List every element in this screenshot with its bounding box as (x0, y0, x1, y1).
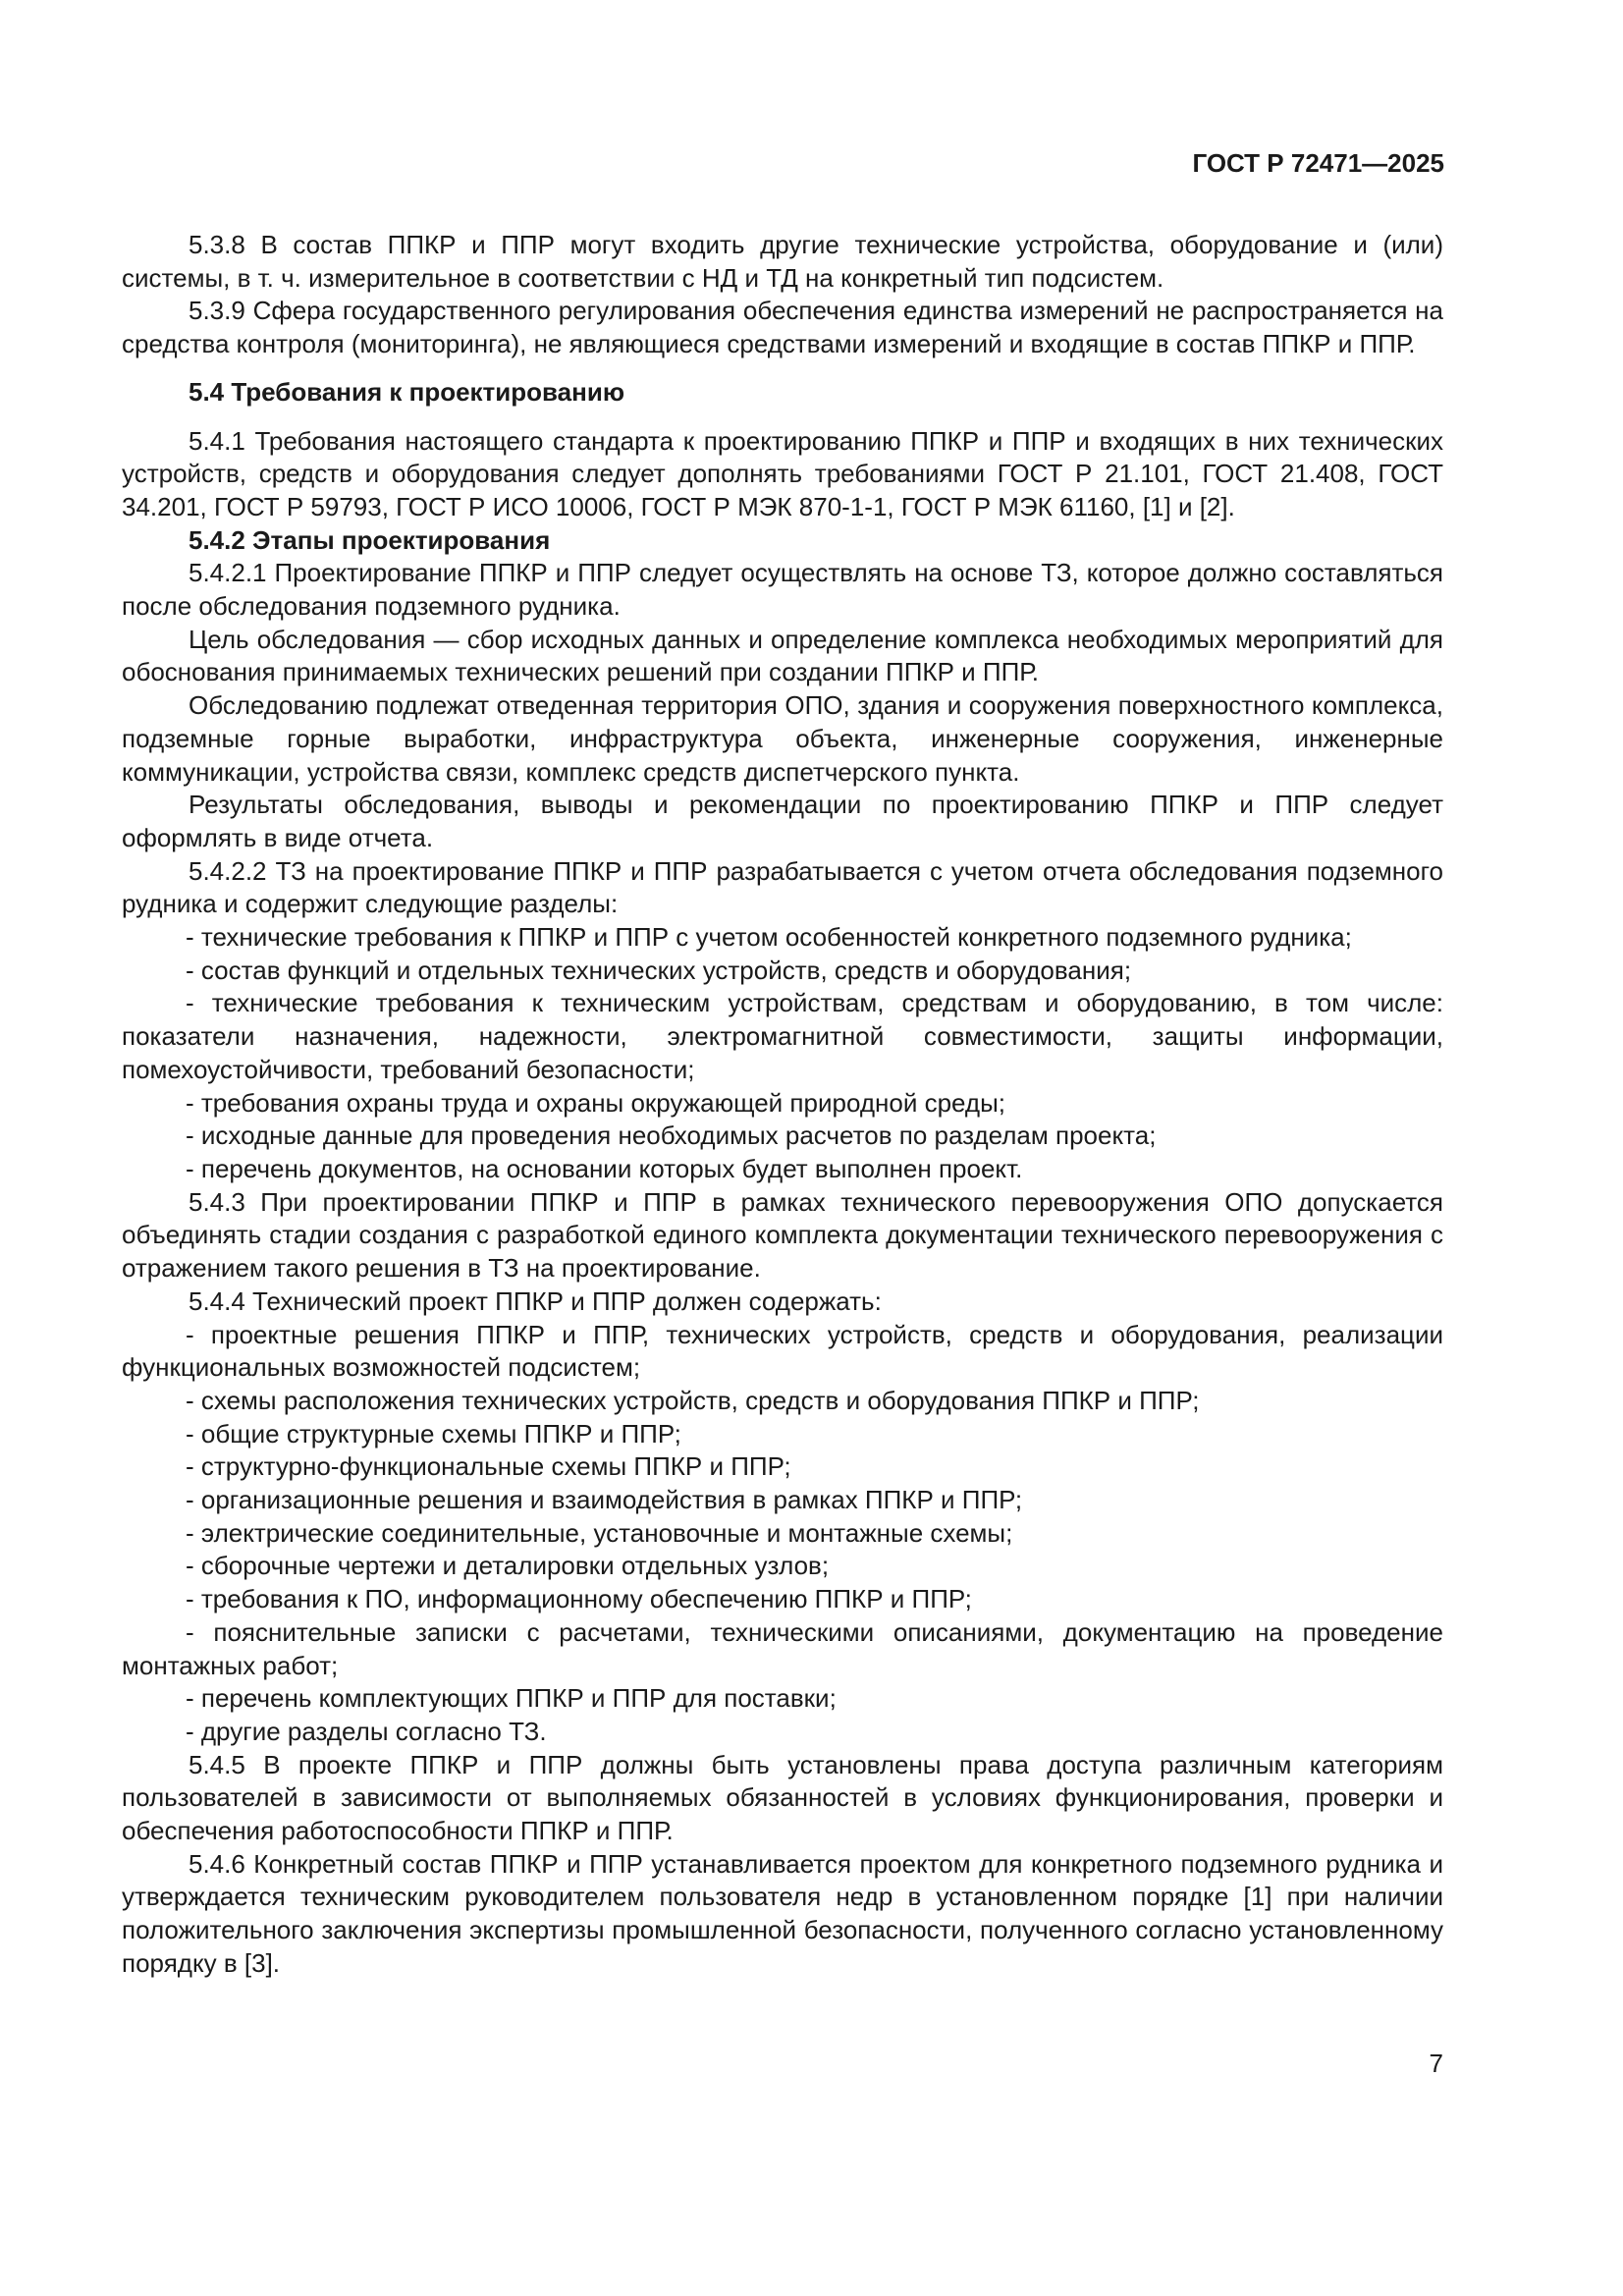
list-item: - требования охраны труда и охраны окружающей природной среды; (186, 1087, 1005, 1118)
list-item: - проектные решения ППКР и ППР, технических устройств, средств и оборудования, реализации функциональных возможностей подсистем; (122, 1319, 1443, 1383)
paragraph-survey-results: Результаты обследования, выводы и рекомендации по проектированию ППКР и ППР следует оформлять в виде отчета. (122, 790, 1443, 852)
list-item: - технические требования к ППКР и ППР с учетом особенностей конкретного подземного рудника; (186, 922, 1352, 953)
list-item: - требования к ПО, информационному обеспечению ППКР и ППР; (186, 1584, 972, 1614)
paragraph-5-4-4: 5.4.4 Технический проект ППКР и ППР должен содержать: (189, 1285, 882, 1316)
paragraph-survey-goal: Цель обследования — сбор исходных данных и определение комплекса необходимых мероприятий для обоснования принимаемых технических решений при создании ППКР и ППР. (122, 624, 1443, 687)
list-item: - организационные решения и взаимодействия в рамках ППКР и ППР; (186, 1485, 1023, 1515)
list-item: - структурно-функциональные схемы ППКР и ППР; (186, 1451, 791, 1482)
list-item: - общие структурные схемы ППКР и ППР; (186, 1418, 681, 1449)
paragraph-survey-objects: Обследованию подлежат отведенная территория ОПО, здания и сооружения поверхностного комплекса, подземные горные выработки, инфраструктура объекта, инженерные сооружения, инженерные коммуникации, устройства связи, комплекс средств диспетчерского пункта. (122, 690, 1443, 787)
list-item: - пояснительные записки с расчетами, техническими описаниями, документацию на проведение монтажных работ; (122, 1616, 1443, 1680)
paragraph-5-4-1: 5.4.1 Требования настоящего стандарта к проектированию ППКР и ППР и входящих в них технических устройств, средств и оборудования следует дополнять требованиями ГОСТ Р 21.101, ГОСТ 21.408, ГОСТ 34.201, ГОСТ Р 59793, ГОСТ Р ИСО 10006, ГОСТ Р МЭК 870-1-1, ГОСТ Р МЭК 61160, [1] и [2]. (122, 425, 1443, 521)
list-item: - перечень документов, на основании которых будет выполнен проект. (186, 1153, 1023, 1183)
paragraph-5-4-2-1: 5.4.2.1 Проектирование ППКР и ППР следует осуществлять на основе ТЗ, которое должно составляться после обследования подземного рудника. (122, 558, 1443, 622)
section-heading-5-4: 5.4 Требования к проектированию (189, 376, 625, 407)
document-body (122, 229, 1443, 1981)
paragraph-5-3-9: 5.3.9 Сфера государственного регулирования обеспечения единства измерений не распространяется на средства контроля (мониторинга), не являющиеся средствами измерений и входящие в состав ППКР и ППР. (122, 296, 1443, 359)
list-item: - другие разделы согласно ТЗ. (186, 1716, 547, 1746)
paragraph-5-4-3: 5.4.3 При проектировании ППКР и ППР в рамках технического перевооружения ОПО допускается объединять стадии создания с разработкой единого комплекта документации технического перевооружения с отражением такого решения в ТЗ на проектирование. (122, 1186, 1443, 1284)
paragraph-5-3-8: 5.3.8 В состав ППКР и ППР могут входить другие технические устройства, оборудование и (или) системы, в т. ч. измерительное в соответствии с НД и ТД на конкретный тип подсистем. (122, 230, 1443, 293)
subsection-heading-5-4-2: 5.4.2 Этапы проектирования (189, 524, 551, 555)
list-item: - сборочные чертежи и деталировки отдельных узлов; (186, 1551, 830, 1581)
list-item: - состав функций и отдельных технических устройств, средств и оборудования; (186, 955, 1132, 985)
list-item: - перечень комплектующих ППКР и ППР для поставки; (186, 1683, 837, 1714)
page-number: 7 (1429, 2049, 1443, 2078)
document-code-header: ГОСТ Р 72471—2025 (1192, 148, 1444, 178)
paragraph-5-4-5: 5.4.5 В проекте ППКР и ППР должны быть установлены права доступа различным категориям пользователей в зависимости от выполняемых обязанностей в условиях функционирования, проверки и обеспечения работоспособности ППКР и ППР. (122, 1749, 1443, 1846)
list-item: - исходные данные для проведения необходимых расчетов по разделам проекта; (186, 1121, 1157, 1151)
list-item: - электрические соединительные, установочные и монтажные схемы; (186, 1517, 1013, 1548)
paragraph-5-4-2-2: 5.4.2.2 ТЗ на проектирование ППКР и ППР разрабатывается с учетом отчета обследования подземного рудника и содержит следующие разделы: (122, 855, 1443, 919)
list-item: - технические требования к техническим устройствам, средствам и оборудованию, в том числе: показатели назначения, надежности, электромагнитной совместимости, защиты информации, помехоустойчивости, требований безопасности; (122, 988, 1443, 1084)
paragraph-5-4-6: 5.4.6 Конкретный состав ППКР и ППР устанавливается проектом для конкретного подземного рудника и утверждается техническим руководителем пользователя недр в установленном порядке [1] при наличии положительного заключения экспертизы промышленной безопасности, полученного согласно установленному порядку в [3]. (122, 1848, 1443, 1978)
list-item: - схемы расположения технических устройств, средств и оборудования ППКР и ППР; (186, 1385, 1200, 1415)
